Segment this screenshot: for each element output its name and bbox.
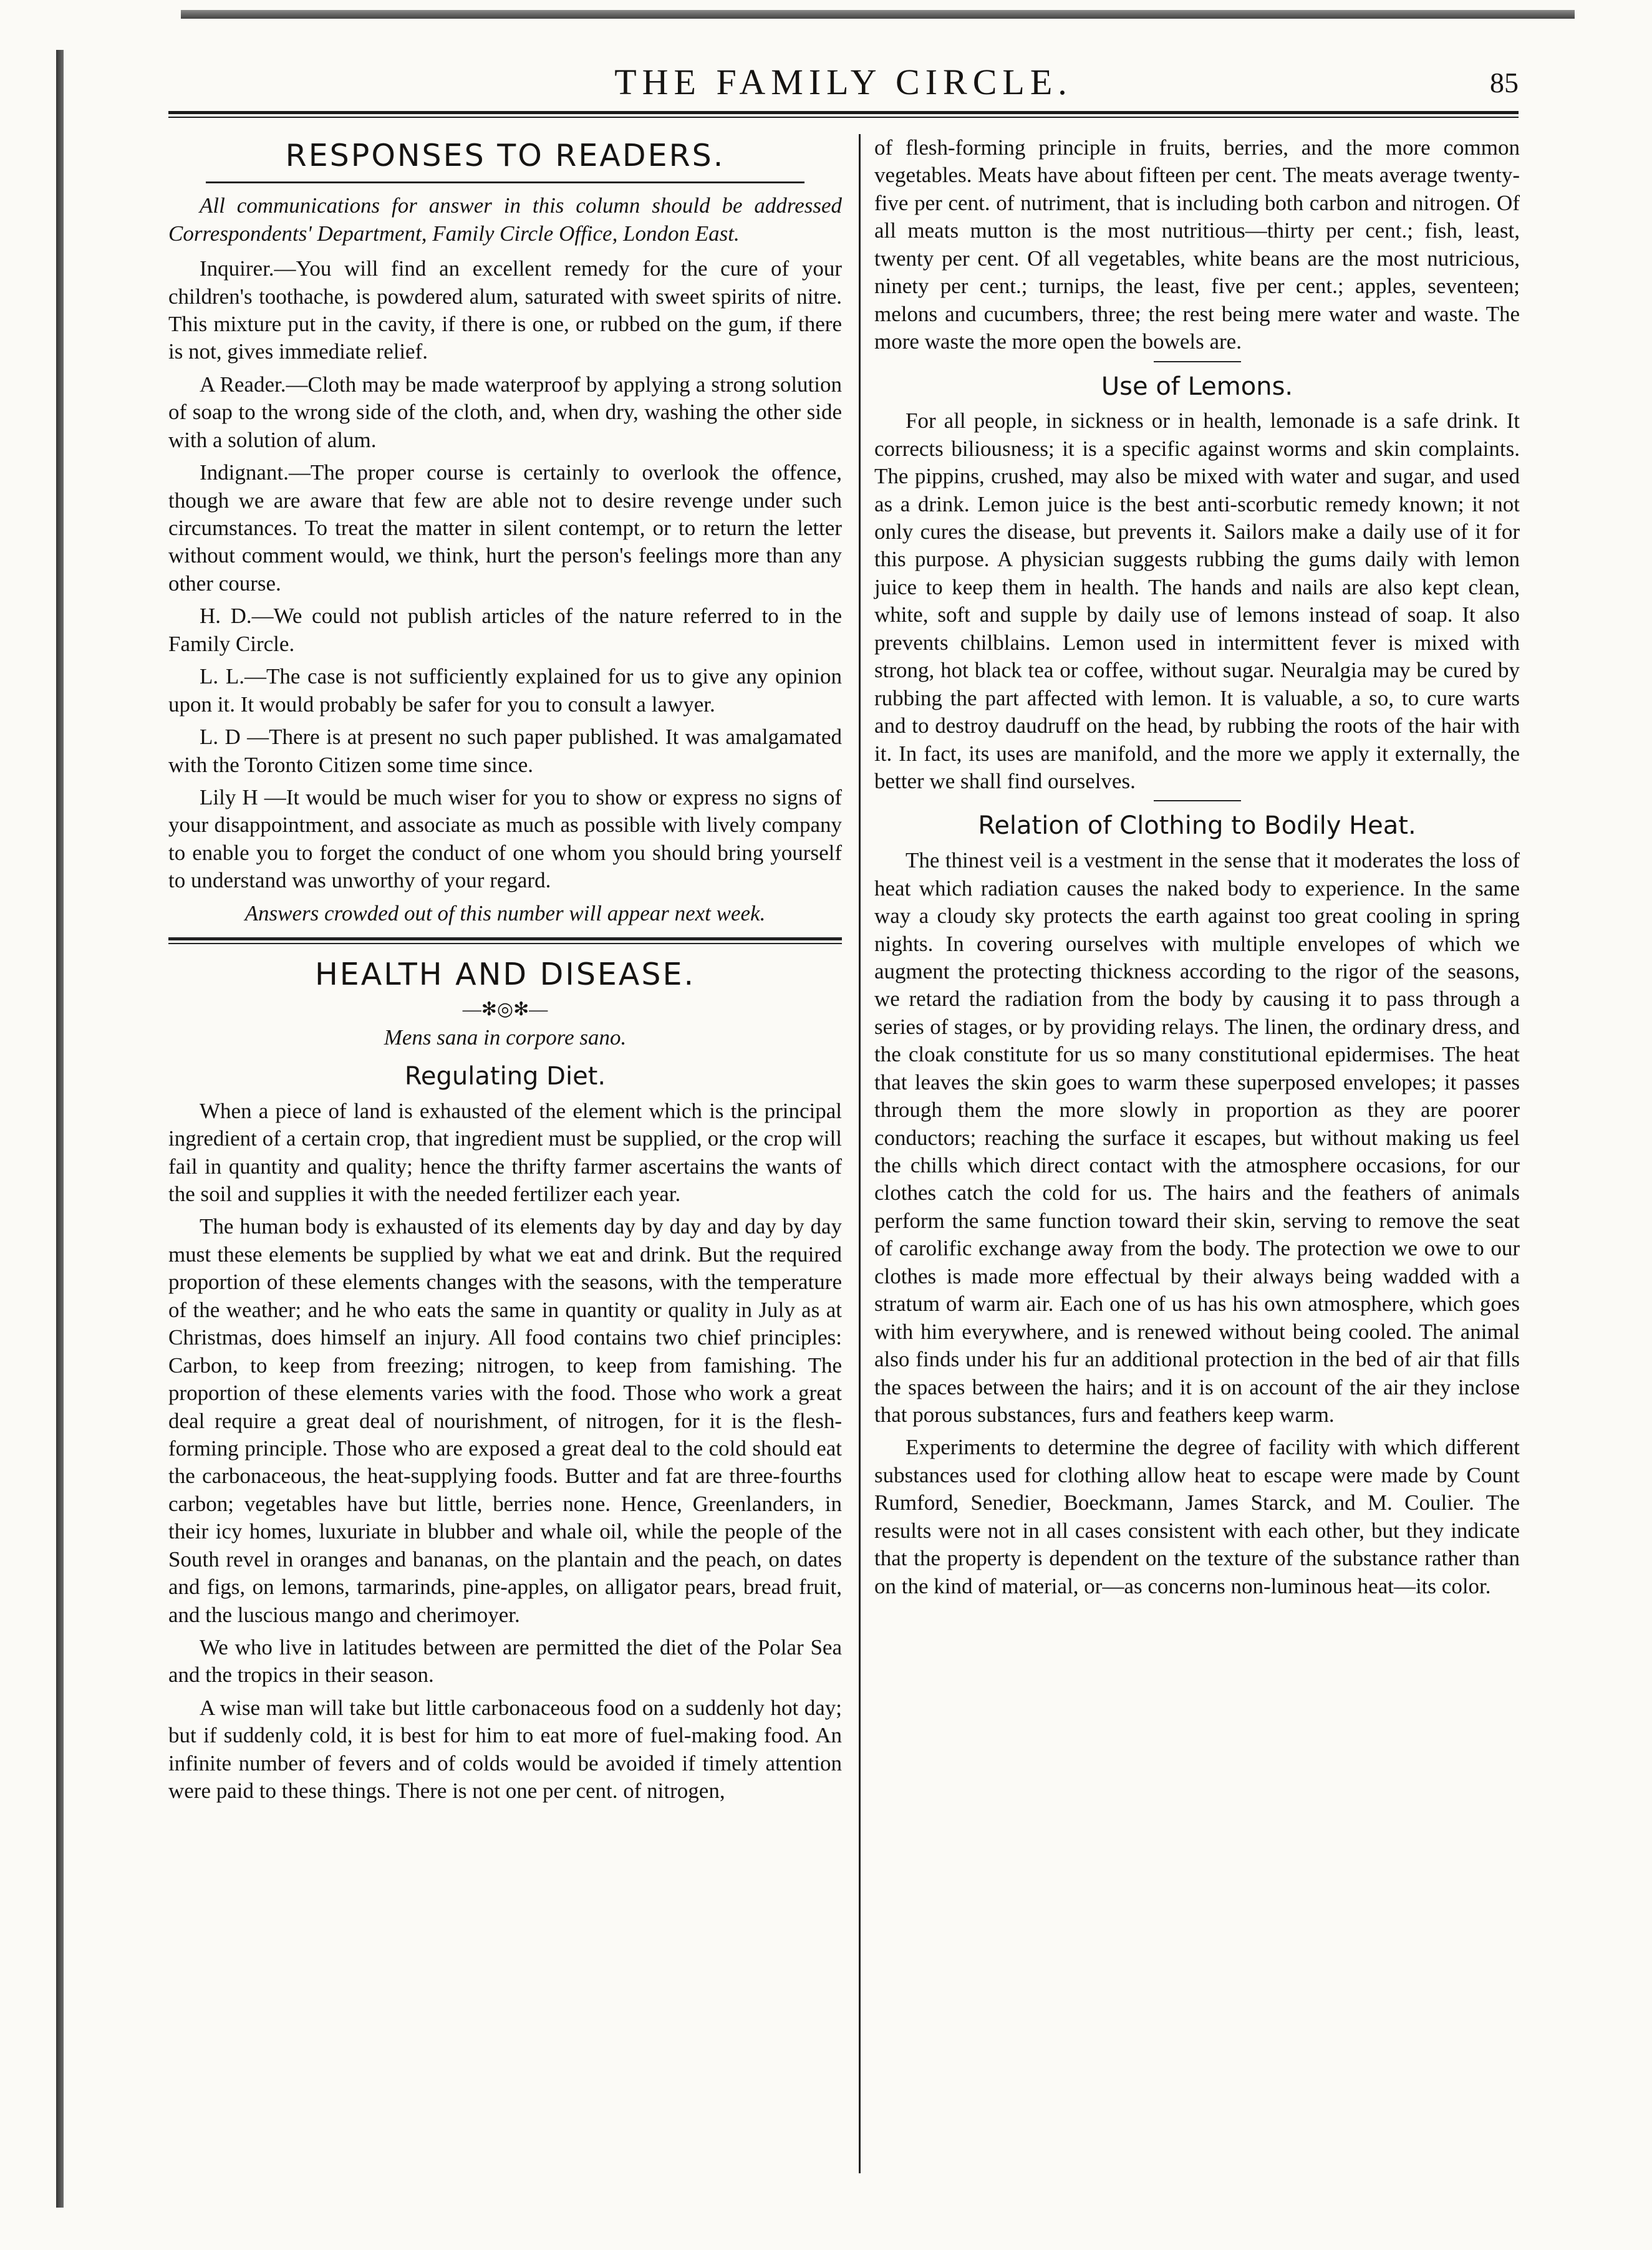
health-motto: Mens sana in corpore sano. [384, 1025, 627, 1050]
ornament-divider: —✻◎✻— [462, 999, 548, 1020]
response-item: A Reader.—Cloth may be made waterproof by applying a strong solution of soap to the wrong side of the cloth, and, when dry, washing the other side with a solution of alum. [168, 372, 842, 452]
diet-heading: Regulating Diet. [404, 1061, 606, 1091]
page-header [168, 57, 1519, 113]
running-title: THE FAMILY CIRCLE. [614, 62, 1073, 102]
diet-paragraph: The human body is exhausted of its elements day by day and day by day must these elements be supplied by what we eat and drink. But the required proportion of these elements changes with the seasons, with the temperature of the weather; and he who eats the same in quantity or quality in July as at Christmas, does himself an injury. All food contains two chief principles: Carbon, to keep from freezing; nitrogen, to keep from famishing. The proportion of these elements varies with the food. Those who work a great deal require a great deal of nourishment, of nitrogen, for it is the flesh-forming principle. Those who are exposed a great deal to the cold should eat the carbonaceous, the heat-supplying foods. Butter and fat are three-fourths carbon; vegetables have but little, berries none. Hence, Greenlanders, in their icy homes, luxuriate in blubber and whale oil, while the people of the South revel in oranges and bananas, on the plantain and the peach, on dates and figs, on lemons, tarmarinds, pine-apples, on alligator pears, bread fruit, and the luscious mango and cherimoyer. [168, 1214, 842, 1627]
clothing-heading: Relation of Clothing to Bodily Heat. [978, 811, 1416, 841]
short-rule [1154, 800, 1241, 801]
responses-intro: All communications for answer in this column should be addressed Correspondents' Department, Family Circle Office, London East. [168, 193, 842, 246]
clothing-paragraph: The thinest veil is a vestment in the sense that it moderates the loss of heat which radiation causes the naked body to experience. In the same way a cloudy sky protects the earth against too great cooling in spring nights. In covering ourselves with multiple envelopes of which we augment the protecting thickness according to the rigor of the seasons, we retard the radiation from the body by causing it to pass through a series of stages, or by providing relays. The linen, the ordinary dress, and the cloak constitute for us so many constitutional epidermises. The heat that leaves the skin goes to warm these superposed envelopes; it passes through them the more slowly in proportion as they are poorer conductors; reaching the surface it escapes, but without making us feel the chills which direct contact with the atmosphere occasions, for our clothes catch the cold for us. The hairs and the feathers of animals perform the same function toward their skin, serving to remove the seat of carolific exchange away from the body. The protection we owe to our clothes is made more effectual by their always being wadded with a stratum of warm air. Each one of us has his own atmosphere, which goes with him everywhere, and is renewed without being cooled. The animal also finds under his fur an additional protection in the bed of air that fills the spaces between the hairs; and it is on account of the air they inclose that porous substances, furs and feathers keep warm. [874, 848, 1520, 1427]
response-item: H. D.—We could not publish articles of the nature referred to in the Family Circle. [168, 604, 842, 656]
clothing-paragraph: Experiments to determine the degree of facility with which different substances used for clothing allow heat to escape were made by Count Rumford, Senedier, Boeckmann, James Starck, and M. Coulier. The results were not in all cases consistent with each other, but they indicate that the property is dependent on the texture of the substance rather than on the kind of material, or—as concerns non-luminous heat—its color. [874, 1435, 1520, 1598]
response-item: Inquirer.—You will find an excellent remedy for the cure of your children's toothache, is powdered alum, saturated with sweet spirits of nitre. This mixture put in the cavity, if there is one, or rubbed on the gum, if there is not, gives immediate relief. [168, 256, 842, 364]
right-column [874, 134, 1520, 1605]
lemons-heading: Use of Lemons. [1101, 372, 1293, 401]
page-number: 85 [1490, 67, 1519, 99]
column-divider [859, 134, 861, 2173]
binding-edge [56, 50, 64, 2208]
section-double-rule [168, 937, 842, 944]
section-rule [206, 181, 804, 183]
response-item: Lily H —It would be much wiser for you to show or express no signs of your disappointment, and associate as much as possible with lively company to enable you to forget the conduct of one whom you should bring yourself to understand was unworthy of your regard. [168, 785, 842, 893]
responses-heading: RESPONSES TO READERS. [285, 138, 725, 173]
diet-paragraph: A wise man will take but little carbonaceous food on a suddenly hot day; but if suddenly cold, it is best for him to eat more of fuel-making food. An infinite number of fevers and of colds would be avoided if timely attention were paid to these things. There is not one per cent. of nitrogen, [168, 1695, 842, 1803]
health-heading: HEALTH AND DISEASE. [314, 957, 696, 993]
responses-footer: Answers crowded out of this number will appear next week. [244, 900, 766, 925]
diet-paragraph: When a piece of land is exhausted of the element which is the principal ingredient of a certain crop, that ingredient must be supplied, or the crop will fail in quantity and quality; hence the thrifty farmer ascertains the wants of the soil and supplies it with the needed fertilizer each year. [168, 1098, 842, 1207]
response-item: L. L.—The case is not sufficiently explained for us to give any opinion upon it. It would probably be safer for you to consult a lawyer. [168, 664, 842, 717]
response-item: Indignant.—The proper course is certainly to overlook the offence, though we are aware that few are able not to desire revenge under such circumstances. To treat the matter in silent contempt, or to return the letter without comment would, we think, hurt the person's feelings more than any other course. [168, 460, 842, 596]
response-item: L. D —There is at present no such paper published. It was amalgamated with the Toronto Citizen some time since. [168, 725, 842, 777]
diet-continued: of flesh-forming principle in fruits, berries, and the more common vegetables. Meats have about fifteen per cent. The meats average twenty-five per cent. of nutriment, that is including both carbon and nitrogen. Of all meats mutton is the most nutritious—thirty per cent.; fish, least, twenty per cent. Of all vegetables, white beans are the most nutricious, ninety per cent.; turnips, the least, five per cent.; apples, seventeen; melons and cucumbers, three; the rest being mere water and waste. The more waste the more open the bowels are. [874, 135, 1520, 354]
left-column [168, 134, 842, 1810]
lemons-paragraph: For all people, in sickness or in health, lemonade is a safe drink. It corrects biliousness; it is a specific against worms and skin complaints. The pippins, crushed, may also be mixed with water and sugar, and used as a drink. Lemon juice is the best anti-scorbutic remedy known; it not only cures the disease, but prevents it. Sailors make a daily use of it for this purpose. A physician suggests rubbing the gums daily with lemon juice to keep them in health. The hands and nails are also kept clean, white, soft and supple by daily use of lemons instead of soap. It also prevents chilblains. Lemon used in intermittent fever is mixed with strong, hot black tea or coffee, without sugar. Neuralgia may be cured by rubbing the part affected with lemon. It is valuable, a so, to cure warts and to destroy daudruff on the head, by rubbing the roots of the hair with it. In fact, its uses are manifold, and the more we apply it externally, the better we shall find ourselves. [874, 408, 1520, 793]
short-rule [1154, 361, 1241, 362]
top-edge-rule [181, 10, 1575, 19]
diet-paragraph: We who live in latitudes between are permitted the diet of the Polar Sea and the tropics in their season. [168, 1635, 842, 1688]
header-rules [168, 111, 1519, 118]
